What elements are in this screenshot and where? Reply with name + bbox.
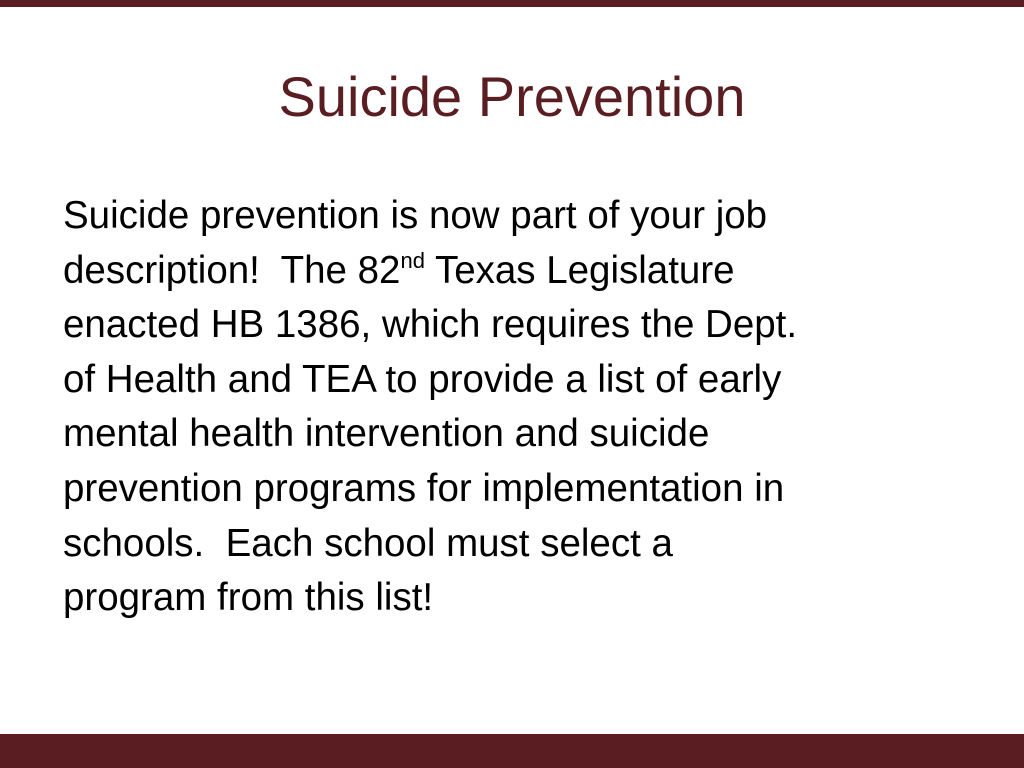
body-line-2 <box>63 244 963 299</box>
body-line-2-after: Texas Legislature <box>424 248 735 292</box>
body-line-1: Suicide prevention is now part of your job <box>63 194 768 237</box>
slide-body <box>63 189 963 626</box>
body-line-4: of Health and TEA to provide a list of early <box>63 357 782 401</box>
body-line-7: schools. Each school must select a <box>63 521 673 565</box>
bottom-accent-bar <box>0 734 1024 768</box>
body-line-6: prevention programs for implementation in <box>63 466 785 510</box>
ordinal-suffix: nd <box>400 247 425 273</box>
body-line-2-before: description! The 82 <box>63 248 401 292</box>
body-line-5: mental health intervention and suicide <box>63 412 710 456</box>
body-line-3: enacted HB 1386, which requires the Dept. <box>63 303 798 347</box>
slide-title: Suicide Prevention <box>278 65 746 128</box>
top-accent-bar <box>0 0 1024 7</box>
body-line-8: program from this list! <box>63 576 434 620</box>
